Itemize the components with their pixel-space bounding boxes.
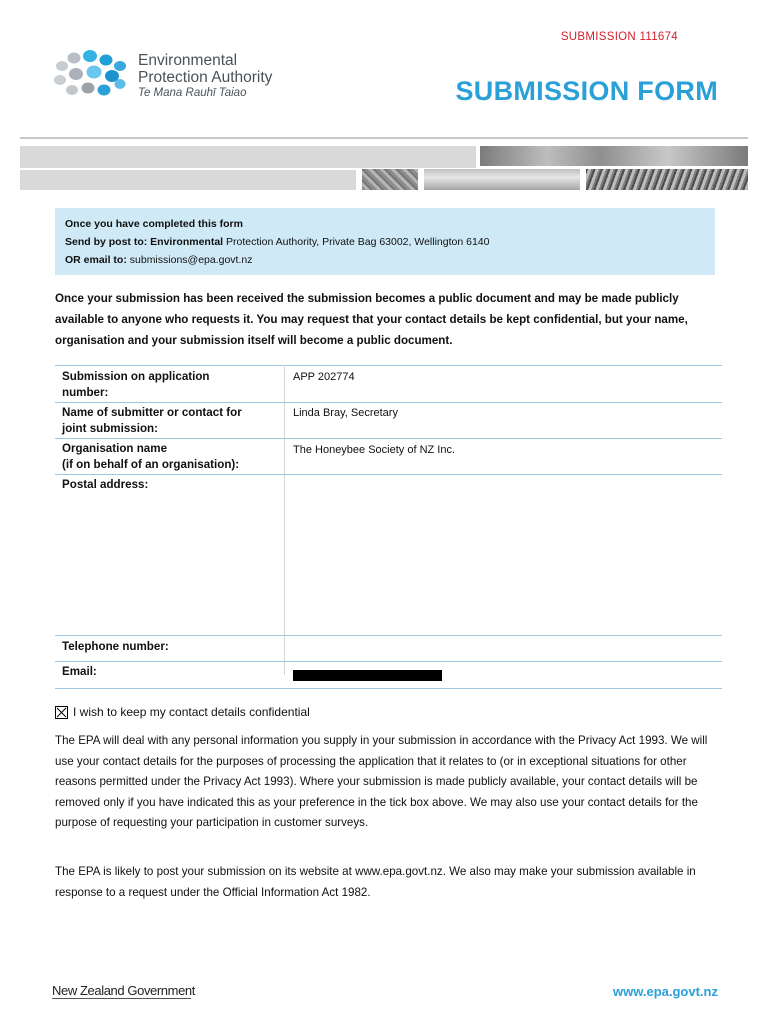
- confidential-checkbox[interactable]: [55, 706, 68, 719]
- application-number-label: [62, 369, 210, 401]
- email-label: Email:: [62, 665, 97, 678]
- email-address-line: [65, 254, 252, 266]
- table-rule: [55, 635, 722, 636]
- table-rule: [55, 402, 722, 403]
- public-document-notice: Once your submission has been received the submission becomes a public document and may be made publicly available to anyone who requests it. You may request that your contact details be kept confidential, but your name, organisation and your submission itself will become a public document.: [55, 292, 688, 347]
- banner-photo-fern: [586, 169, 748, 190]
- nz-government-logo-rule: [52, 998, 191, 999]
- post-address-value: Protection Authority, Private Bag 63002, Wellington 6140: [223, 236, 490, 248]
- organisation-value[interactable]: The Honeybee Society of NZ Inc.: [293, 444, 456, 456]
- submission-instructions-box: [55, 208, 715, 275]
- organisation-label: [62, 441, 239, 473]
- application-number-value[interactable]: APP 202774: [293, 371, 355, 383]
- nz-government-logo: New Zealand Government: [52, 983, 195, 998]
- footer-website-link[interactable]: www.epa.govt.nz: [613, 984, 718, 999]
- table-column-divider: [284, 365, 285, 675]
- banner-photo-texture: [362, 169, 418, 190]
- application-number-label-line1: Submission on application: [62, 370, 210, 383]
- website-publication-statement: The EPA is likely to post your submission on its website at www.epa.govt.nz. We also may make your submission available in response to a request under the Official Information Act 1982.: [55, 865, 696, 899]
- table-rule: [55, 474, 722, 475]
- logo-text-line1: Environmental: [138, 52, 238, 69]
- email-redacted-value[interactable]: [293, 670, 442, 681]
- checkbox-cross-icon: [56, 707, 67, 718]
- banner-band-top: [20, 146, 476, 168]
- submitter-name-value[interactable]: Linda Bray, Secretary: [293, 407, 398, 419]
- table-rule: [55, 688, 722, 689]
- logo-text-line2: Protection Authority: [138, 69, 273, 86]
- submitter-details-table: [55, 365, 722, 689]
- email-address-label: OR email to:: [65, 254, 127, 266]
- submitter-name-label-line1: Name of submitter or contact for: [62, 406, 242, 419]
- epa-logo: [52, 48, 312, 104]
- form-title: SUBMISSION FORM: [455, 76, 718, 106]
- post-address-line: [65, 236, 489, 248]
- instructions-heading-text: Once you have completed this form: [65, 218, 243, 230]
- confidential-checkbox-label[interactable]: I wish to keep my contact details confidential: [73, 705, 310, 719]
- header-divider: [20, 137, 748, 139]
- submitter-name-label: [62, 405, 242, 437]
- table-rule: [55, 661, 722, 662]
- telephone-field[interactable]: [293, 639, 713, 655]
- logo-text-maori: Te Mana Rauhī Taiao: [138, 87, 247, 99]
- postal-address-label: Postal address:: [62, 478, 149, 491]
- instructions-heading: [65, 218, 243, 230]
- privacy-statement: The EPA will deal with any personal information you supply in your submission in accordance with the Privacy Act 1993. We will use your contact details for the purposes of processing the application that it relates to (or in exceptional situations for other reasons permitted under the Privacy Act 1993). Where your submission is made publicly available, your contact details will be removed only if you have indicated this as your preference in the tick box above. We may also use your contact details for the purpose of requesting your participation in customer surveys.: [55, 734, 708, 830]
- application-number-label-line2: number:: [62, 386, 109, 399]
- submitter-name-label-line2: joint submission:: [62, 422, 158, 435]
- banner-band-bottom: [20, 170, 356, 190]
- organisation-label-line2: (if on behalf of an organisation):: [62, 458, 240, 471]
- post-address-label: Send by post to: Environmental: [65, 236, 224, 248]
- email-address-value[interactable]: submissions@epa.govt.nz: [126, 254, 253, 266]
- banner-photo-landscape: [480, 146, 748, 166]
- submission-number: SUBMISSION 111674: [560, 31, 678, 43]
- banner-photo-sky: [424, 169, 580, 190]
- organisation-label-line1: Organisation name: [62, 442, 168, 455]
- table-rule: [55, 365, 722, 366]
- postal-address-field[interactable]: [293, 477, 713, 627]
- table-rule: [55, 438, 722, 439]
- telephone-label: Telephone number:: [62, 640, 169, 653]
- epa-logo-icon: [52, 48, 136, 104]
